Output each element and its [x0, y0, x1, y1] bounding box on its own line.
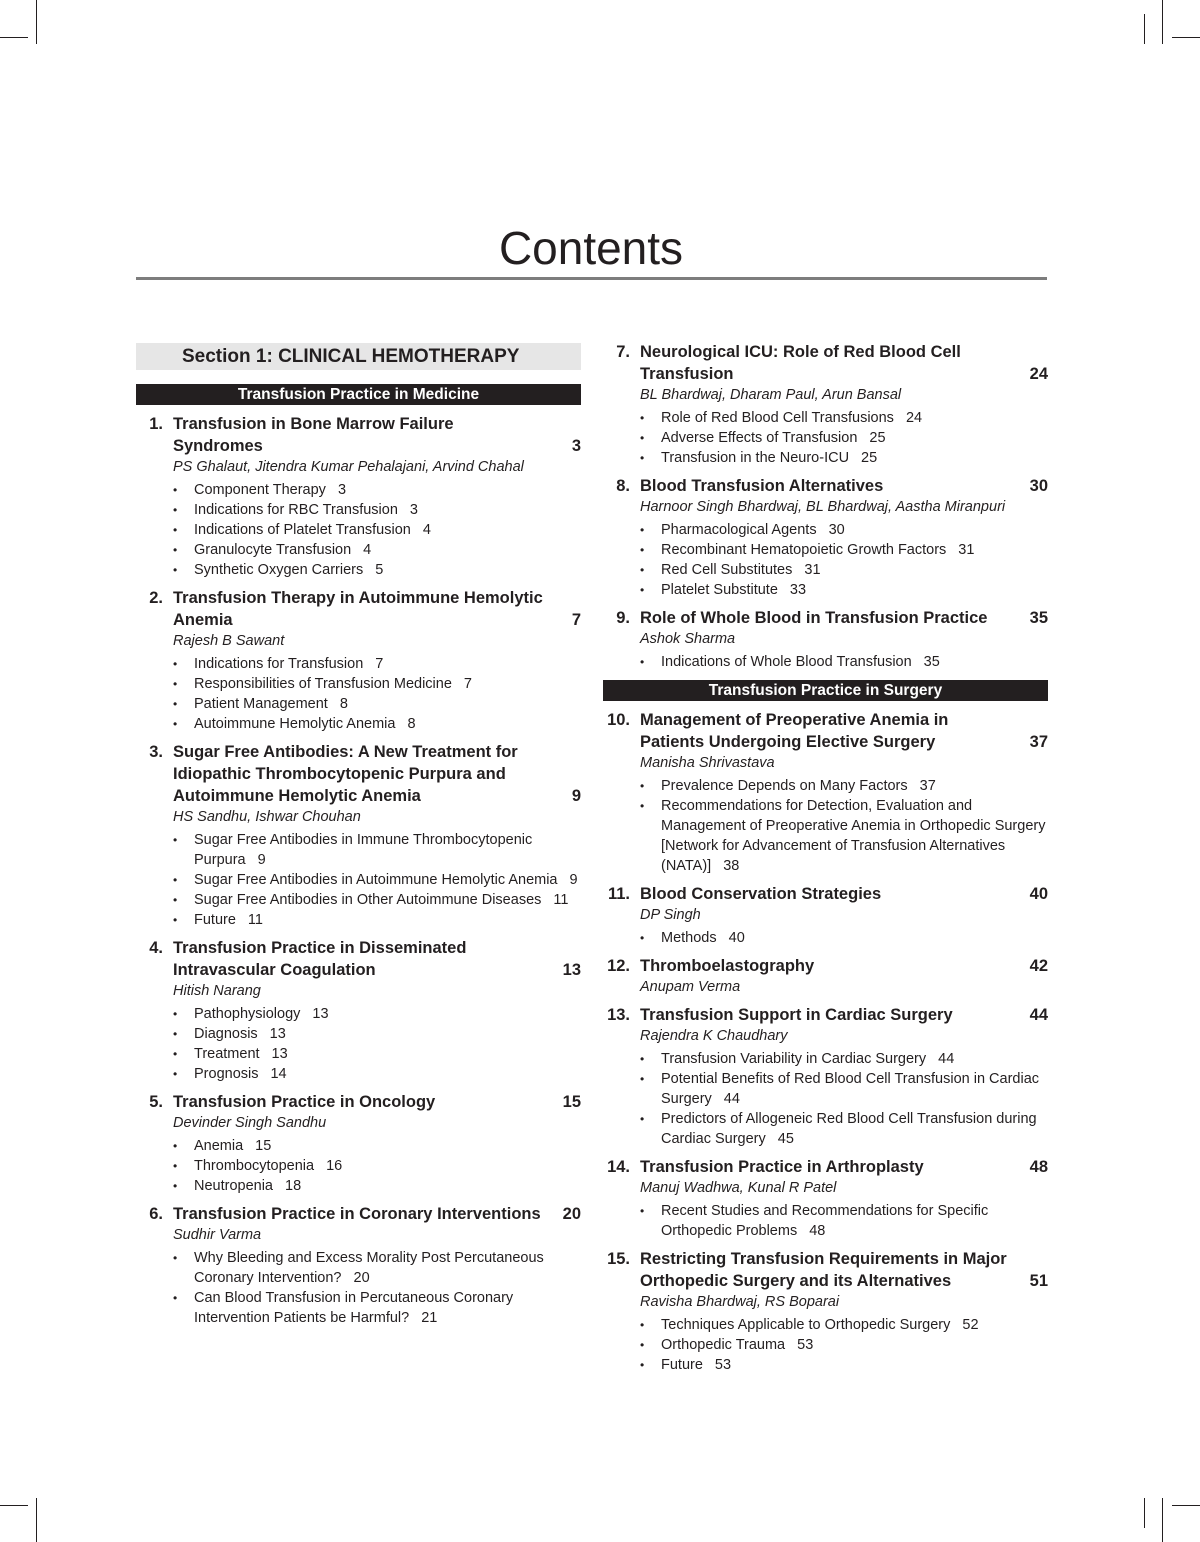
topic-page-number: 13	[269, 1026, 286, 1042]
chapter-page-number: 3	[571, 437, 581, 455]
chapter-entry[interactable]	[603, 955, 1048, 997]
chapter-heading	[603, 475, 1048, 497]
topic-item[interactable]	[640, 1335, 1048, 1355]
bullet-icon: •	[640, 1072, 645, 1086]
crop-mark	[0, 37, 28, 38]
bullet-icon: •	[640, 779, 645, 793]
topic-page-number: 20	[353, 1270, 370, 1286]
topic-text: Techniques Applicable to Orthopedic Surgery	[661, 1317, 951, 1333]
crop-mark	[1172, 37, 1200, 38]
topic-page-number: 31	[958, 542, 975, 558]
chapter-entry[interactable]	[603, 475, 1048, 600]
chapter-heading	[603, 709, 1048, 753]
topic-text: Component Therapy	[194, 482, 326, 498]
bullet-icon: •	[173, 657, 178, 671]
chapter-entry[interactable]	[603, 1004, 1048, 1149]
topic-text: Treatment	[194, 1046, 260, 1062]
topic-item[interactable]	[173, 1064, 581, 1084]
topic-page-number: 40	[728, 930, 745, 946]
chapter-entry[interactable]	[136, 587, 581, 734]
crop-mark	[1162, 0, 1163, 44]
topic-page-number: 31	[804, 562, 821, 578]
topic-item[interactable]	[640, 580, 1048, 600]
chapter-authors: Harnoor Singh Bhardwaj, BL Bhardwaj, Aastha Miranpuri	[640, 499, 1006, 515]
chapter-heading	[136, 741, 581, 807]
chapter-entry[interactable]	[603, 1248, 1048, 1375]
topic-page-number: 21	[421, 1310, 438, 1326]
chapter-entry[interactable]	[136, 741, 581, 930]
right-column	[603, 341, 1048, 1382]
chapter-entry[interactable]	[136, 1203, 581, 1328]
topic-page-number: 52	[962, 1317, 979, 1333]
topic-item[interactable]	[173, 1004, 581, 1024]
chapter-entry[interactable]	[603, 1156, 1048, 1241]
topic-item[interactable]	[173, 1024, 581, 1044]
chapter-title[interactable]: Transfusion Practice in Arthroplasty	[640, 1158, 924, 1176]
chapter-number: 14.	[607, 1158, 630, 1176]
bullet-icon: •	[640, 451, 645, 465]
topic-text: Can Blood Transfusion in Percutaneous Coronary Intervention Patients be Harmful?	[194, 1290, 514, 1326]
chapter-number: 2.	[149, 589, 163, 607]
topic-page-number: 24	[905, 410, 923, 426]
topic-page-number: 18	[285, 1178, 302, 1194]
bullet-icon: •	[640, 1052, 645, 1066]
chapter-heading	[136, 413, 581, 457]
topic-text: Red Cell Substitutes	[661, 562, 793, 578]
chapter-number: 9.	[616, 609, 630, 627]
chapter-title[interactable]: Blood Conservation Strategies	[640, 885, 882, 903]
topic-page-number: 14	[270, 1066, 287, 1082]
topic-item[interactable]	[173, 1248, 581, 1288]
bullet-icon: •	[640, 799, 645, 813]
topic-page-number: 3	[409, 502, 418, 518]
topic-item[interactable]	[173, 830, 581, 870]
chapter-page-number: 44	[1029, 1006, 1048, 1024]
bullet-icon: •	[640, 1204, 645, 1218]
topic-list	[173, 1248, 581, 1328]
topic-list	[173, 830, 581, 930]
topic-page-number: 7	[463, 676, 472, 692]
topic-text: Platelet Substitute	[661, 582, 778, 598]
topic-item[interactable]	[173, 674, 581, 694]
topic-text: Methods	[661, 930, 717, 946]
chapter-heading	[603, 1248, 1048, 1292]
bullet-icon: •	[640, 523, 645, 537]
topic-item[interactable]	[173, 1176, 581, 1196]
topic-page-number: 35	[923, 654, 940, 670]
topic-item[interactable]	[640, 560, 1048, 580]
chapter-number: 5.	[149, 1093, 163, 1111]
topic-text: Prevalence Depends on Many Factors	[661, 778, 908, 794]
bullet-icon: •	[173, 543, 178, 557]
topic-text: Diagnosis	[194, 1026, 258, 1042]
topic-text: Indications of Platelet Transfusion	[194, 522, 411, 538]
chapter-authors: DP Singh	[640, 907, 701, 923]
chapter-heading	[603, 1156, 1048, 1178]
chapter-page-number: 42	[1029, 957, 1048, 975]
chapter-heading	[136, 1091, 581, 1113]
topic-list	[173, 480, 581, 580]
bullet-icon: •	[640, 583, 645, 597]
chapter-number: 1.	[149, 415, 163, 433]
topic-text: Pathophysiology	[194, 1006, 301, 1022]
topic-list	[640, 928, 1048, 948]
chapter-authors: Sudhir Varma	[173, 1227, 262, 1243]
chapter-number: 3.	[149, 743, 163, 761]
topic-text: Recent Studies and Recommendations for Specific Orthopedic Problems	[661, 1203, 989, 1239]
topic-item[interactable]	[173, 1288, 581, 1328]
bullet-icon: •	[173, 873, 178, 887]
topic-text: Adverse Effects of Transfusion	[661, 430, 858, 446]
topic-page-number: 44	[723, 1091, 740, 1107]
topic-item[interactable]	[640, 1049, 1048, 1069]
topic-page-number: 33	[789, 582, 807, 598]
page-title: Contents	[498, 222, 684, 274]
bullet-icon: •	[640, 655, 645, 669]
topic-text: Indications of Whole Blood Transfusion	[661, 654, 912, 670]
chapter-number: 4.	[149, 939, 163, 957]
topic-page-number: 3	[337, 482, 347, 498]
bullet-icon: •	[173, 717, 178, 731]
bullet-icon: •	[173, 563, 178, 577]
bullet-icon: •	[173, 697, 178, 711]
topic-item[interactable]	[640, 928, 1048, 948]
bullet-icon: •	[640, 931, 645, 945]
chapter-list	[603, 709, 1048, 1375]
topic-text: Pharmacological Agents	[661, 522, 817, 538]
bullet-icon: •	[173, 1291, 178, 1305]
chapter-heading	[603, 341, 1048, 385]
chapter-entry[interactable]	[136, 937, 581, 1084]
topic-page-number: 16	[326, 1158, 343, 1174]
chapter-heading	[603, 1004, 1048, 1026]
topic-item[interactable]	[640, 408, 1048, 428]
topic-page-number: 11	[553, 892, 569, 908]
topic-page-number: 11	[247, 912, 263, 928]
chapter-entry[interactable]	[136, 413, 581, 580]
chapter-list	[136, 413, 581, 1328]
topic-page-number: 9	[257, 852, 266, 868]
bullet-icon: •	[173, 1047, 178, 1061]
crop-mark	[1144, 1498, 1145, 1528]
chapter-title[interactable]: Thromboelastography	[640, 957, 815, 975]
bullet-icon: •	[173, 1139, 178, 1153]
chapter-authors: Anupam Verma	[640, 979, 741, 995]
chapter-authors: PS Ghalaut, Jitendra Kumar Pehalajani, Arvind Chahal	[173, 459, 524, 475]
topic-item[interactable]	[640, 1315, 1048, 1335]
chapter-heading	[603, 607, 1048, 629]
topic-item[interactable]	[173, 1156, 581, 1176]
chapter-number: 12.	[607, 957, 630, 975]
bullet-icon: •	[640, 1358, 645, 1372]
chapter-heading	[603, 955, 1048, 977]
subsection-heading: Transfusion Practice in Medicine	[136, 384, 581, 405]
chapter-number: 15.	[607, 1250, 630, 1268]
topic-list	[640, 520, 1048, 600]
chapter-authors: Rajesh B Sawant	[173, 633, 285, 649]
topic-text: Future	[661, 1357, 703, 1373]
chapter-number: 13.	[607, 1006, 630, 1024]
topic-list	[173, 1004, 581, 1084]
topic-page-number: 5	[375, 562, 384, 578]
topic-page-number: 53	[714, 1357, 732, 1373]
subsection-heading: Transfusion Practice in Surgery	[603, 680, 1048, 701]
topic-text: Autoimmune Hemolytic Anemia	[194, 716, 396, 732]
topic-item[interactable]	[640, 540, 1048, 560]
chapter-number: 8.	[616, 477, 630, 495]
topic-text: Synthetic Oxygen Carriers	[194, 562, 364, 578]
chapter-entry[interactable]	[603, 709, 1048, 876]
topic-item[interactable]	[640, 1201, 1048, 1241]
topic-item[interactable]	[640, 776, 1048, 796]
topic-text: Anemia	[194, 1138, 244, 1154]
bullet-icon: •	[640, 431, 645, 445]
topic-text: Granulocyte Transfusion	[194, 542, 352, 558]
topic-text: Recombinant Hematopoietic Growth Factors	[661, 542, 947, 558]
topic-list	[173, 654, 581, 734]
topic-text: Responsibilities of Transfusion Medicine	[194, 676, 452, 692]
topic-text: Why Bleeding and Excess Morality Post Percutaneous Coronary Intervention?	[194, 1250, 544, 1286]
bullet-icon: •	[173, 1027, 178, 1041]
topic-item[interactable]	[173, 500, 581, 520]
chapter-entry[interactable]	[603, 341, 1048, 468]
topic-item[interactable]	[640, 520, 1048, 540]
chapter-page-number: 15	[562, 1093, 581, 1111]
topic-text: Thrombocytopenia	[194, 1158, 315, 1174]
chapter-heading	[136, 587, 581, 631]
crop-mark	[36, 1498, 37, 1542]
topic-item[interactable]	[640, 652, 1048, 672]
chapter-entry[interactable]	[603, 607, 1048, 672]
chapter-authors: Ashok Sharma	[640, 631, 736, 647]
topic-page-number: 9	[569, 872, 578, 888]
chapter-authors: BL Bhardwaj, Dharam Paul, Arun Bansal	[640, 387, 902, 403]
topic-text: Sugar Free Antibodies in Other Autoimmune Diseases	[194, 892, 542, 908]
chapter-authors: HS Sandhu, Ishwar Chouhan	[173, 809, 361, 825]
topic-item[interactable]	[173, 694, 581, 714]
topic-page-number: 13	[312, 1006, 329, 1022]
topic-item[interactable]	[173, 1044, 581, 1064]
topic-item[interactable]	[173, 560, 581, 580]
chapter-title[interactable]: Neurological ICU: Role of Red Blood Cell Transfusion	[640, 343, 961, 383]
chapter-page-number: 48	[1029, 1158, 1048, 1176]
topic-item[interactable]	[173, 870, 581, 890]
topic-text: Neutropenia	[194, 1178, 273, 1194]
chapter-authors: Devinder Singh Sandhu	[173, 1115, 327, 1131]
topic-text: Patient Management	[194, 696, 328, 712]
section-heading: Section 1: CLINICAL HEMOTHERAPY	[136, 343, 581, 370]
bullet-icon: •	[640, 1338, 645, 1352]
chapter-title[interactable]: Restricting Transfusion Requirements in Major Orthopedic Surgery and its Alternatives	[640, 1250, 1007, 1290]
chapter-heading	[136, 937, 581, 981]
topic-item[interactable]	[640, 1109, 1048, 1149]
topic-item[interactable]	[640, 1069, 1048, 1109]
chapter-authors: Manisha Shrivastava	[640, 755, 775, 771]
topic-page-number: 15	[255, 1138, 272, 1154]
topic-page-number: 4	[422, 522, 431, 538]
chapter-authors: Hitish Narang	[173, 983, 261, 999]
topic-item[interactable]	[173, 654, 581, 674]
bullet-icon: •	[173, 1251, 178, 1265]
bullet-icon: •	[173, 483, 178, 497]
bullet-icon: •	[173, 913, 178, 927]
chapter-page-number: 37	[1029, 733, 1048, 751]
topic-text: Potential Benefits of Red Blood Cell Transfusion in Cardiac Surgery	[661, 1071, 1040, 1107]
topic-text: Role of Red Blood Cell Transfusions	[661, 410, 894, 426]
topic-text: Predictors of Allogeneic Red Blood Cell Transfusion during Cardiac Surgery	[661, 1111, 1037, 1147]
topic-item[interactable]	[173, 910, 581, 930]
crop-mark	[0, 1505, 28, 1506]
topic-page-number: 37	[919, 778, 936, 794]
topic-page-number: 53	[797, 1337, 814, 1353]
chapter-title[interactable]: Transfusion in Bone Marrow Failure Syndromes	[173, 415, 454, 455]
chapter-page-number: 24	[1029, 365, 1048, 383]
topic-list	[640, 652, 1048, 672]
chapter-title[interactable]: Transfusion Practice in Disseminated Intravascular Coagulation	[173, 939, 467, 979]
chapter-title[interactable]: Sugar Free Antibodies: A New Treatment for Idiopathic Thrombocytopenic Purpura and Autoimmune Hemolytic Anemia	[173, 743, 518, 805]
bullet-icon: •	[173, 1179, 178, 1193]
chapter-page-number: 9	[571, 787, 581, 805]
chapter-authors: Manuj Wadhwa, Kunal R Patel	[640, 1180, 837, 1196]
chapter-entry[interactable]	[603, 883, 1048, 948]
bullet-icon: •	[173, 1007, 178, 1021]
topic-list	[640, 1315, 1048, 1375]
topic-text: Prognosis	[194, 1066, 259, 1082]
bullet-icon: •	[173, 503, 178, 517]
crop-mark	[1144, 14, 1145, 44]
topic-text: Transfusion Variability in Cardiac Surgery	[661, 1051, 927, 1067]
chapter-title[interactable]: Blood Transfusion Alternatives	[640, 477, 884, 495]
topic-page-number: 8	[339, 696, 348, 712]
chapter-heading	[603, 883, 1048, 905]
bullet-icon: •	[640, 411, 645, 425]
topic-list	[640, 1201, 1048, 1241]
chapter-list	[603, 341, 1048, 672]
chapter-title[interactable]: Management of Preoperative Anemia in Patients Undergoing Elective Surgery	[640, 711, 949, 751]
topic-text: Sugar Free Antibodies in Immune Thrombocytopenic Purpura	[194, 832, 533, 868]
bullet-icon: •	[173, 833, 178, 847]
topic-page-number: 25	[869, 430, 886, 446]
chapter-title[interactable]: Transfusion Support in Cardiac Surgery	[640, 1006, 953, 1024]
chapter-title[interactable]: Role of Whole Blood in Transfusion Practice	[640, 609, 988, 627]
topic-item[interactable]	[173, 890, 581, 910]
topic-item[interactable]	[173, 480, 581, 500]
crop-mark	[36, 0, 37, 44]
bullet-icon: •	[173, 1159, 178, 1173]
title-rule	[136, 277, 1047, 280]
chapter-page-number: 30	[1029, 477, 1048, 495]
chapter-authors: Rajendra K Chaudhary	[640, 1028, 788, 1044]
bullet-icon: •	[640, 543, 645, 557]
topic-text: Sugar Free Antibodies in Autoimmune Hemolytic Anemia	[194, 872, 558, 888]
chapter-title[interactable]: Transfusion Therapy in Autoimmune Hemolytic Anemia	[173, 589, 543, 629]
chapter-number: 7.	[616, 343, 630, 361]
bullet-icon: •	[173, 523, 178, 537]
bullet-icon: •	[173, 1067, 178, 1081]
left-column	[136, 341, 581, 1335]
topic-page-number: 8	[407, 716, 416, 732]
topic-text: Indications for RBC Transfusion	[194, 502, 398, 518]
topic-text: Future	[194, 912, 236, 928]
topic-item[interactable]	[173, 520, 581, 540]
topic-page-number: 4	[363, 542, 372, 558]
topic-page-number: 7	[375, 656, 384, 672]
topic-list	[173, 1136, 581, 1196]
topic-page-number: 44	[938, 1051, 955, 1067]
topic-item[interactable]	[640, 1355, 1048, 1375]
topic-text: Transfusion in the Neuro-ICU	[661, 450, 850, 466]
chapter-page-number: 35	[1029, 609, 1048, 627]
topic-list	[640, 1049, 1048, 1149]
topic-item[interactable]	[173, 540, 581, 560]
crop-mark	[1172, 1505, 1200, 1506]
chapter-authors: Ravisha Bhardwaj, RS Boparai	[640, 1294, 840, 1310]
chapter-number: 6.	[149, 1205, 163, 1223]
chapter-number: 11.	[607, 885, 630, 903]
chapter-page-number: 51	[1029, 1272, 1048, 1290]
topic-page-number: 13	[271, 1046, 288, 1062]
topic-page-number: 30	[828, 522, 845, 538]
chapter-heading	[136, 1203, 581, 1225]
bullet-icon: •	[173, 893, 178, 907]
topic-item[interactable]	[640, 796, 1048, 876]
bullet-icon: •	[640, 1112, 645, 1126]
topic-page-number: 38	[723, 858, 740, 874]
topic-text: Recommendations for Detection, Evaluation and Management of Preoperative Anemia in Orthopedic Surgery [Network for Advancement of Transfusion Alternatives (NATA)]	[661, 798, 1046, 874]
topic-item[interactable]	[173, 1136, 581, 1156]
chapter-page-number: 7	[571, 611, 581, 629]
topic-page-number: 48	[809, 1223, 826, 1239]
topic-list	[640, 408, 1048, 468]
topic-page-number: 45	[777, 1131, 794, 1147]
chapter-page-number: 40	[1029, 885, 1048, 903]
chapter-title[interactable]: Transfusion Practice in Oncology	[173, 1093, 436, 1111]
topic-text: Orthopedic Trauma	[661, 1337, 786, 1353]
chapter-page-number: 20	[562, 1205, 581, 1223]
chapter-page-number: 13	[562, 961, 581, 979]
bullet-icon: •	[640, 1318, 645, 1332]
bullet-icon: •	[173, 677, 178, 691]
topic-page-number: 25	[861, 450, 878, 466]
topic-item[interactable]	[173, 714, 581, 734]
chapter-number: 10.	[607, 711, 630, 729]
chapter-entry[interactable]	[136, 1091, 581, 1196]
topic-item[interactable]	[640, 448, 1048, 468]
bullet-icon: •	[640, 563, 645, 577]
chapter-title[interactable]: Transfusion Practice in Coronary Interventions	[173, 1205, 541, 1223]
topic-list	[640, 776, 1048, 876]
topic-item[interactable]	[640, 428, 1048, 448]
crop-mark	[1162, 1498, 1163, 1542]
topic-text: Indications for Transfusion	[194, 656, 364, 672]
